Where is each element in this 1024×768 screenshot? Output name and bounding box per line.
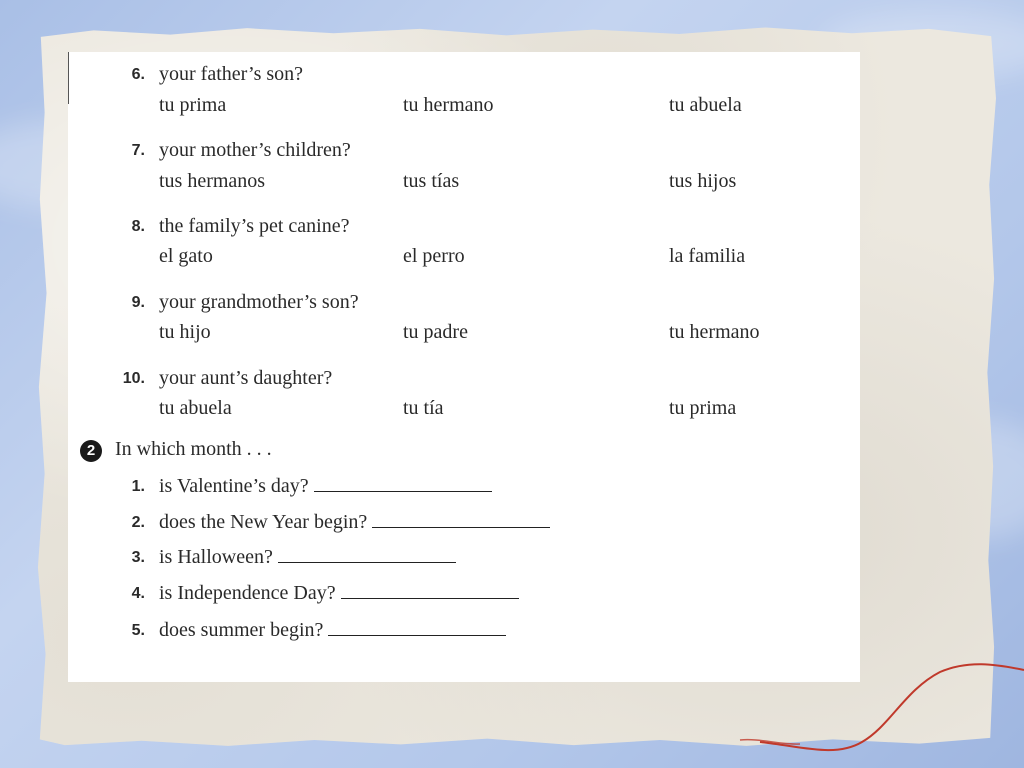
question-prompt: does the New Year begin? — [159, 511, 368, 533]
question-number: 6. — [131, 66, 145, 83]
option-a: tu prima — [159, 94, 227, 116]
section-heading: In which month . . . — [115, 438, 272, 460]
option-c: tu hermano — [669, 321, 760, 343]
question-prompt: does summer begin? — [159, 619, 324, 641]
question-number: 3. — [131, 549, 145, 566]
question-prompt: is Halloween? — [159, 546, 273, 568]
red-thread-decoration — [740, 650, 1024, 768]
question-prompt: your father’s son? — [159, 63, 304, 85]
option-c: tus hijos — [669, 170, 737, 192]
option-b: el perro — [403, 245, 465, 267]
option-c: la familia — [669, 245, 746, 267]
question-number: 2. — [131, 514, 145, 531]
answer-blank[interactable] — [372, 511, 550, 528]
question-number: 5. — [131, 622, 145, 639]
question-number: 7. — [131, 142, 145, 159]
question-number: 4. — [131, 585, 145, 602]
option-a: tu hijo — [159, 321, 211, 343]
question-prompt: the family’s pet canine? — [159, 215, 350, 237]
crop-mark — [68, 52, 69, 104]
answer-blank[interactable] — [328, 619, 506, 636]
option-b: tu hermano — [403, 94, 494, 116]
option-a: el gato — [159, 245, 213, 267]
question-prompt: is Independence Day? — [159, 582, 336, 604]
section-number-badge: 2 — [80, 440, 102, 462]
question-prompt: your grandmother’s son? — [159, 291, 359, 313]
option-b: tu padre — [403, 321, 468, 343]
option-b: tus tías — [403, 170, 460, 192]
answer-blank[interactable] — [341, 582, 519, 599]
option-c: tu abuela — [669, 94, 742, 116]
option-a: tu abuela — [159, 397, 232, 419]
question-number: 1. — [131, 478, 145, 495]
answer-blank[interactable] — [278, 546, 456, 563]
option-c: tu prima — [669, 397, 737, 419]
question-prompt: is Valentine’s day? — [159, 475, 309, 497]
question-prompt: your aunt’s daughter? — [159, 367, 333, 389]
question-prompt: your mother’s children? — [159, 139, 351, 161]
option-b: tu tía — [403, 397, 444, 419]
worksheet — [68, 52, 860, 682]
question-number: 8. — [131, 218, 145, 235]
answer-blank[interactable] — [314, 475, 492, 492]
question-number: 9. — [131, 294, 145, 311]
question-number: 10. — [122, 370, 145, 387]
option-a: tus hermanos — [159, 170, 266, 192]
